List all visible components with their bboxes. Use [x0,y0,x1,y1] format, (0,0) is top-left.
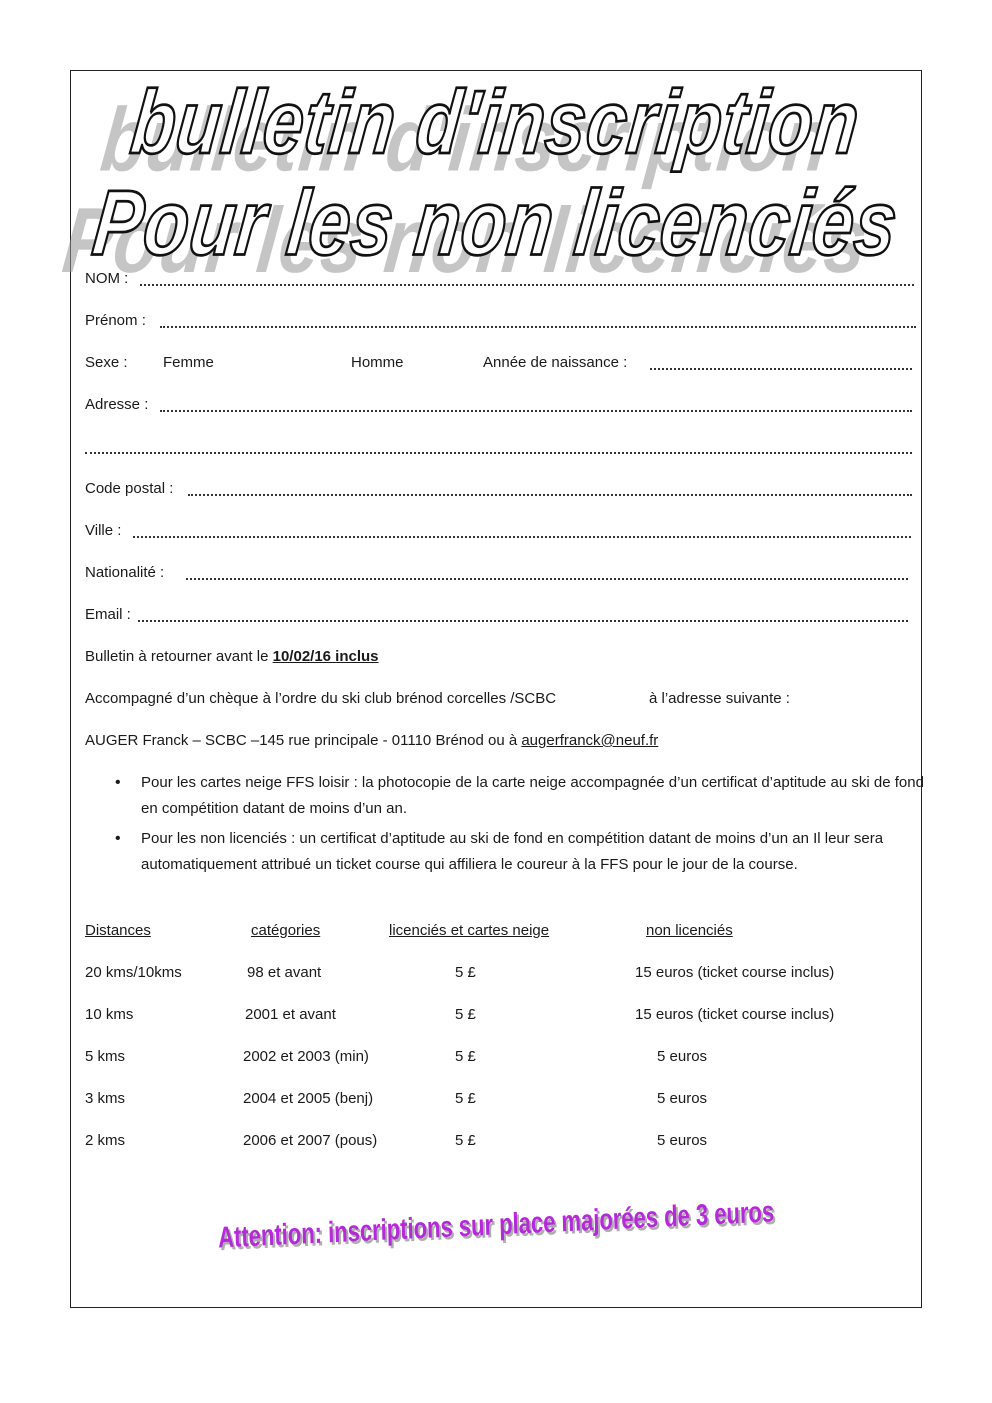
cell-price-licensed: 5 £ [455,1006,476,1023]
cell-price-unlicensed: 5 euros [657,1090,708,1107]
cell-category: 2002 et 2003 (min) [243,1048,369,1065]
field-annee[interactable] [650,368,912,370]
cell-distance: 2 kms [85,1132,126,1149]
header-licencies: licenciés et cartes neige [389,922,550,939]
label-nom: NOM : [85,270,129,287]
label-sexe: Sexe : [85,354,128,371]
field-adresse-2[interactable] [85,452,912,454]
cell-distance: 20 kms/10kms [85,964,182,981]
option-homme[interactable]: Homme [351,354,404,371]
return-deadline [85,648,379,665]
option-femme[interactable]: Femme [163,354,214,371]
address-line [85,732,658,749]
title-line-2: Pour les non licenciés [88,170,904,275]
cell-price-licensed: 5 £ [455,1048,476,1065]
header-distances: Distances [85,922,151,939]
label-ville: Ville : [85,522,122,539]
cell-price-licensed: 5 £ [455,964,476,981]
cheque-text: Accompagné d’un chèque à l’ordre du ski club brénod corcelles /SCBC [85,690,557,707]
label-prenom: Prénom : [85,312,146,329]
cell-distance: 3 kms [85,1090,126,1107]
cell-category: 2001 et avant [245,1006,336,1023]
address-text: AUGER Franck – SCBC –145 rue principale - 01110 Brénod ou à [85,732,522,749]
cell-distance: 5 kms [85,1048,126,1065]
cell-price-unlicensed: 5 euros [657,1048,708,1065]
cell-price-unlicensed: 5 euros [657,1132,708,1149]
cheque-address-label: à l’adresse suivante : [649,690,790,707]
field-prenom[interactable] [160,326,916,328]
return-prefix: Bulletin à retourner avant le [85,648,273,665]
cell-price-licensed: 5 £ [455,1132,476,1149]
field-adresse[interactable] [160,410,912,412]
cell-category: 2006 et 2007 (pous) [243,1132,378,1149]
header-non-licencies: non licenciés [646,922,733,939]
field-nationalite[interactable] [186,578,908,580]
title-line-1: bulletin d'inscription [126,73,866,173]
return-date: 10/02/16 inclus [272,648,379,665]
requirements-list [85,770,925,882]
field-code-postal[interactable] [188,494,912,496]
label-code-postal: Code postal : [85,480,174,497]
attention-banner [0,1194,992,1255]
label-email: Email : [85,606,131,623]
list-item: • Pour les non licenciés : un certificat d’aptitude au ski de fond en compétition datant de moins d’un an Il leur sera automatiquement attribué un ticket course qui affiliera le coureur à la FFS pour le jour de la course. [85,826,925,878]
field-ville[interactable] [133,536,911,538]
label-nationalite: Nationalité : [85,564,165,581]
cell-price-licensed: 5 £ [455,1090,476,1107]
cell-distance: 10 kms [85,1006,134,1023]
header-categories: catégories [251,922,321,939]
cell-category: 2004 et 2005 (benj) [243,1090,374,1107]
label-adresse: Adresse : [85,396,149,413]
list-item: • Pour les cartes neige FFS loisir : la photocopie de la carte neige accompagnée d’un certificat d’aptitude au ski de fond en compétition datant de moins d’un an. [85,770,925,822]
attention-text: Attention: inscriptions sur place majorées de 3 euros [217,1194,775,1255]
email-link[interactable]: augerfranck@neuf.fr [521,732,659,749]
field-email[interactable] [138,620,908,622]
cell-price-unlicensed: 15 euros (ticket course inclus) [635,1006,835,1023]
label-annee: Année de naissance : [483,354,628,371]
cell-category: 98 et avant [247,964,322,981]
field-nom[interactable] [140,284,914,286]
cell-price-unlicensed: 15 euros (ticket course inclus) [635,964,835,981]
